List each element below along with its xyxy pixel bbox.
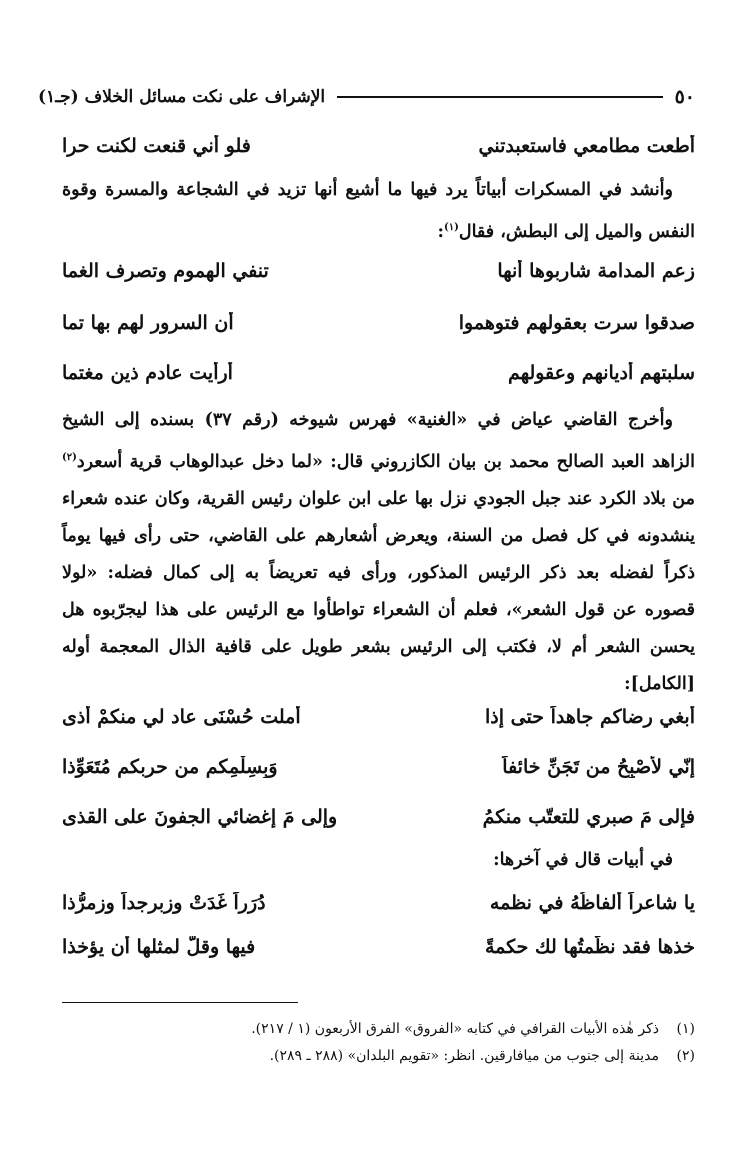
verse-line xyxy=(62,756,695,778)
footnotes xyxy=(62,1016,695,1070)
paragraph-story xyxy=(62,402,695,703)
verse-first-hemistich: إنّي لأُصْبِحُ من تَجَنِّ خائفاً xyxy=(502,756,695,778)
page-header xyxy=(38,82,695,112)
paragraph-intro xyxy=(62,172,695,251)
paragraph-text: وأخرج القاضي عياض في «الغنية» فهرس شيوخه (رقم ٣٧) بسنده إلى الشيخ الزاهد العبد الصالح محمد بن بيان الكازروني قال: «لما دخل عبدالوهاب قرية أسعرد xyxy=(62,410,695,472)
verse-second-hemistich: وإلى مَ إغضائي الجفونَ على القذى xyxy=(62,806,338,828)
footnote-text: ذكر هٰذه الأبيات القرافي في كتابه «الفروق» الفرق الأربعون (١ / ٢١٧). xyxy=(251,1021,659,1037)
running-title: الإشراف على نكت مسائل الخلاف (جـ١) xyxy=(38,87,326,107)
verse-first-hemistich: سلبتهم أديانهم وعقولهم xyxy=(508,362,695,384)
footnote-number: (١) xyxy=(676,1021,695,1037)
verse-first-hemistich: يا شاعراً ألفاظُهُ في نظمه xyxy=(489,892,695,914)
header-rule xyxy=(337,96,662,98)
verse-line xyxy=(62,936,695,958)
verse-line xyxy=(62,260,695,282)
footnote-number: (٢) xyxy=(676,1048,695,1064)
paragraph-transition xyxy=(62,842,695,879)
verse-second-hemistich: أن السرور لهم بها تما xyxy=(62,312,234,334)
footnote xyxy=(62,1043,695,1070)
footnote-text: مدينة إلى جنوب من ميافارقين. انظر: «تقويم البلدان» (٢٨٨ ـ ٢٨٩). xyxy=(269,1048,659,1064)
page-number: ٥٠ xyxy=(674,86,695,108)
verse-first-hemistich: فإلى مَ صبري للتعتّب منكمُ xyxy=(482,806,695,828)
verse-line xyxy=(62,892,695,914)
footnote xyxy=(62,1016,695,1043)
verse-second-hemistich: فلو أني قنعت لكنت حرا xyxy=(62,135,251,157)
verse-second-hemistich: فيها وقلَّ لمثلها أن يؤخذا xyxy=(62,936,256,958)
verse-second-hemistich: دُرَراً غَدَتْ وزبرجداً وزمرُّذا xyxy=(62,892,266,914)
paragraph-text: وأنشد في المسكرات أبياتاً يرد فيها ما أشيع أنها تزيد في الشجاعة والمسرة وقوة النفس والميل إلى البطش، فقال xyxy=(62,180,695,242)
verse-line xyxy=(62,706,695,728)
verse-second-hemistich: أملت حُسْنَى عاد لي منكمْ أذى xyxy=(62,706,301,728)
verse-line xyxy=(62,362,695,384)
paragraph-tail: : xyxy=(437,221,445,242)
verse-second-hemistich: أرأيت عادم ذين مغتما xyxy=(62,362,233,384)
paragraph-text-continued: من بلاد الكرد عند جبل الجودي نزل بها على ابن علوان رئيس القرية، وكان عنده شعراء ينشدونه في كل فصل من السنة، ويعرض أشعارهم على القاضي، حتى رأى فيها يوماً ذكراً لفضله بعد ذكر الرئيس المذكور، ورأى فيه تعريضاً به إلى كمال فضله: «لولا قصوره عن قول الشعر»، فعلم أن الشعراء تواطأوا مع الرئيس على هذا ليجرّبوه هل يحسن الشعر أم لا، فكتب إلى الرئيس بشعر طويل على قافية الذال المعجمة أوله [الكامل]: xyxy=(62,488,695,694)
verse-second-hemistich: تنفي الهموم وتصرف الغما xyxy=(62,260,269,282)
verse-second-hemistich: وَبِسِلْمِكم من حربكم مُتَعَوِّذا xyxy=(62,756,278,778)
verse-first-hemistich: صدقوا سرت بعقولهم فتوهموا xyxy=(458,312,695,334)
footnote-ref: (٢) xyxy=(62,452,77,463)
footnote-separator xyxy=(62,1002,298,1003)
verse-first-hemistich: زعم المدامة شاربوها أنها xyxy=(497,260,695,282)
verse-line xyxy=(62,806,695,828)
verse-first-hemistich: أطعت مطامعي فاستعبدتني xyxy=(478,135,695,157)
verse-first-hemistich: أبغي رضاكم جاهداً حتى إذا xyxy=(485,706,695,728)
verse-first-hemistich: خذها فقد نظّمتُها لك حكمةً xyxy=(484,936,695,958)
verse-line xyxy=(62,312,695,334)
paragraph-text: في أبيات قال في آخرها: xyxy=(493,850,673,870)
verse-line xyxy=(62,135,695,157)
footnote-ref: (١) xyxy=(444,222,459,233)
